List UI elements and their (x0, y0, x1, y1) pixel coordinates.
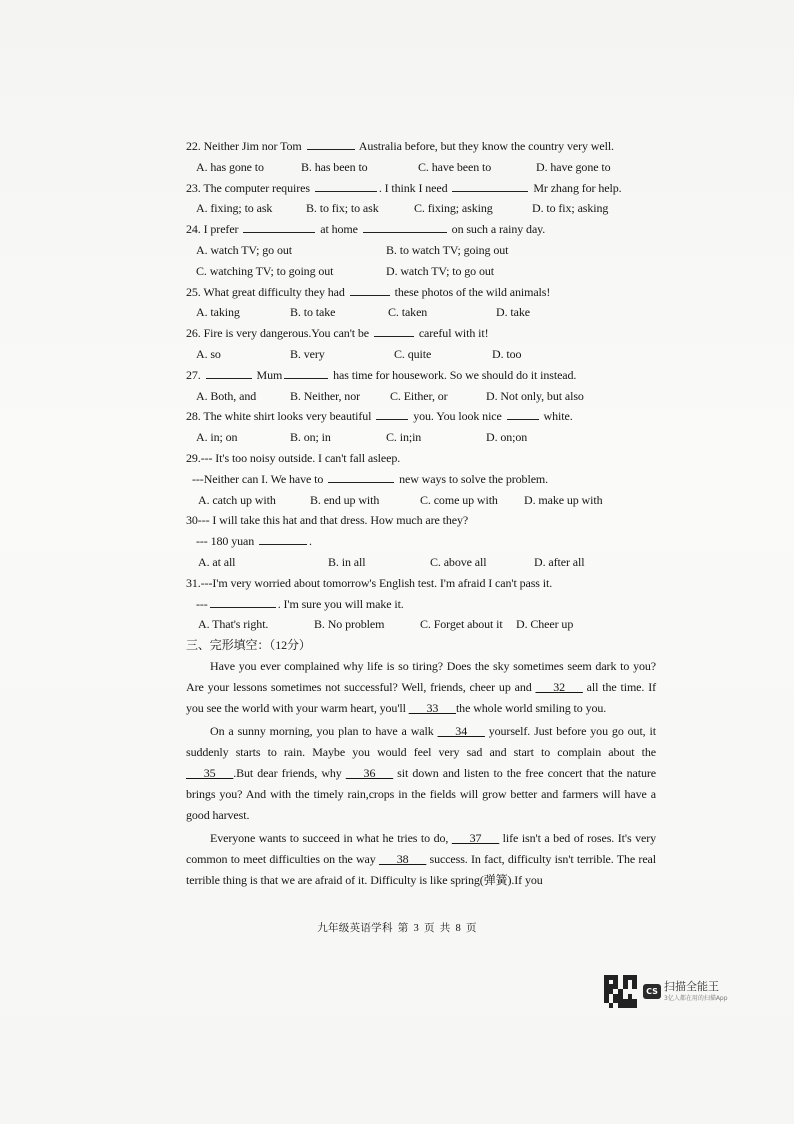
answer-blank (210, 595, 276, 608)
footer-total: 8 (455, 923, 462, 934)
footer-gong: 共 (439, 923, 451, 934)
answer-blank (507, 407, 539, 420)
question-stem (186, 136, 656, 157)
stem-text: Mum (253, 367, 283, 382)
option: D. Not only, but also (486, 388, 584, 403)
option: C. fixing; asking (414, 201, 493, 216)
cloze-blank-number: ___37___ (451, 831, 500, 846)
footer-di: 第 (397, 923, 409, 934)
stem-text: careful with it! (415, 326, 489, 341)
answer-blank (452, 179, 528, 192)
option: C. above all (430, 554, 487, 569)
watermark-subtitle: 3亿人都在用的扫描App (664, 995, 728, 1002)
passage-text: .But dear friends, why (233, 765, 346, 780)
question-stem (186, 219, 656, 240)
stem-text: . I think I need (378, 180, 451, 195)
option: B. on; in (290, 430, 331, 445)
option: D. too (492, 346, 522, 361)
footer-subject: 九年级英语学科 (317, 923, 393, 934)
answer-blank (376, 407, 408, 420)
cloze-blank-number: ___32___ (535, 679, 583, 694)
cloze-blank-number: ___38___ (379, 852, 427, 867)
answer-blank (315, 179, 377, 192)
cloze-blank-number: ___34___ (437, 724, 485, 739)
stem-text: at home (317, 222, 361, 237)
answer-blank (374, 324, 414, 337)
page-footer (0, 920, 794, 935)
passage-text: Have you ever complained why life is so tiring? Does the sky sometimes seem dark to you? Are your lessons sometimes not successful? Well, friends, cheer up and (186, 658, 656, 694)
stem-text: 25. What great difficulty they had (186, 284, 348, 299)
cloze-blank-number: ___33___ (408, 700, 456, 715)
stem-text: --- 180 yuan (196, 534, 258, 549)
options-row (186, 198, 656, 219)
option: A. has gone to (196, 159, 264, 174)
option: D. take (496, 305, 530, 320)
qr-cell (632, 1003, 637, 1008)
options-row (186, 490, 656, 511)
option: A. That's right. (198, 617, 269, 632)
option: B. No problem (314, 617, 385, 632)
option: B. end up with (310, 492, 380, 507)
answer-blank (363, 220, 447, 233)
question-dialogue (186, 531, 656, 552)
option: A. at all (198, 554, 236, 569)
question-stem (186, 282, 656, 303)
footer-ye2: 页 (465, 923, 477, 934)
stem-text: 27. (186, 367, 204, 382)
watermark-title: 扫描全能王 (664, 980, 719, 993)
stem-text: new ways to solve the problem. (396, 471, 549, 486)
passage-text: the whole world smiling to you. (455, 700, 607, 715)
option: A. catch up with (198, 492, 276, 507)
option: C. watching TV; to going out (196, 263, 334, 278)
cloze-blank-number: ___35___ (186, 765, 234, 780)
passage-paragraph (186, 828, 656, 890)
option: C. in;in (386, 430, 422, 445)
options-row (186, 552, 656, 573)
answer-blank (284, 366, 328, 379)
question-stem (186, 178, 656, 199)
question-dialogue (186, 469, 656, 490)
option: A. Both, and (196, 388, 257, 403)
option: D. Cheer up (516, 617, 574, 632)
stem-text: 22. Neither Jim nor Tom (186, 139, 305, 153)
options-row (186, 614, 656, 635)
exam-content (186, 136, 656, 891)
answer-blank (259, 532, 307, 545)
option: D. have gone to (536, 159, 611, 174)
option: B. very (290, 346, 325, 361)
option: A. fixing; to ask (196, 201, 273, 216)
option: A. taking (196, 305, 240, 320)
option: D. on;on (486, 430, 528, 445)
option: A. so (196, 346, 221, 361)
stem-text: on such a rainy day. (448, 222, 546, 237)
stem-text: . I'm sure you will make it. (277, 596, 404, 611)
option: C. Forget about it (420, 617, 503, 632)
option: C. come up with (420, 492, 498, 507)
option: C. quite (394, 346, 432, 361)
passage-text: Everyone wants to succeed in what he tries to do, (210, 831, 452, 846)
passage-paragraph (186, 656, 656, 718)
cloze-blank-number: ___36___ (345, 765, 394, 780)
footer-page: 3 (413, 923, 420, 934)
stem-text: 23. The computer requires (186, 180, 313, 195)
stem-text: white. (540, 409, 573, 424)
stem-text: 28. The white shirt looks very beautiful (186, 409, 375, 424)
option: D. make up with (524, 492, 603, 507)
scanner-watermark (604, 975, 728, 1008)
option: D. to fix; asking (532, 201, 609, 216)
stem-text: 24. I prefer (186, 222, 242, 237)
option: C. Either, or (390, 388, 448, 403)
answer-blank (243, 220, 315, 233)
stem-text: you. You look nice (410, 409, 505, 424)
question-dialogue (186, 594, 656, 615)
answer-blank (206, 366, 252, 379)
answer-blank (350, 283, 390, 296)
options-row (186, 344, 656, 365)
stem-text: these photos of the wild animals! (391, 284, 551, 299)
stem-text: Mr zhang for help. (530, 180, 622, 195)
section-heading: 三、完形填空：（12分） (186, 638, 311, 653)
option: B. to take (290, 305, 336, 320)
options-row (186, 261, 656, 282)
option: B. in all (328, 554, 366, 569)
stem-text: has time for housework. So we should do it instead. (330, 367, 577, 382)
passage-paragraph (186, 721, 656, 825)
options-row (186, 302, 656, 323)
passage-text: sit down and listen to the free concert that the nature brings you? And with the timely rain,crops in the fields will grow better and farmers will have a good harvest. (186, 765, 656, 822)
footer-ye: 页 (423, 923, 435, 934)
question-stem (186, 323, 656, 344)
option: A. watch TV; go out (196, 242, 292, 257)
options-row (186, 240, 656, 261)
question-stem: 29.--- It's too noisy outside. I can't fall asleep. (186, 450, 401, 465)
stem-text: --- (196, 596, 208, 611)
stem-text: 26. Fire is very dangerous.You can't be (186, 326, 372, 341)
passage-text: life isn't a bed of roses. It's very common to meet difficulties on the way (186, 831, 657, 867)
option: B. Neither, nor (290, 388, 361, 403)
question-stem (186, 406, 656, 427)
question-stem (186, 365, 656, 386)
answer-blank (307, 137, 355, 150)
option: B. to fix; to ask (306, 201, 379, 216)
option: A. in; on (196, 430, 238, 445)
passage-text: all the time. If you see the world with your warm heart, you'll (186, 679, 656, 715)
answer-blank (328, 470, 394, 483)
options-row (186, 386, 656, 407)
options-row (186, 427, 656, 448)
question-stem: 30--- I will take this hat and that dress. How much are they? (186, 513, 469, 528)
camscanner-logo-icon: CS (643, 984, 661, 999)
stem-text: Australia before, but they know the country very well. (356, 139, 614, 153)
stem-text: ---Neither can I. We have to (192, 471, 327, 486)
passage-text: success. In fact, difficulty isn't terrible. The real terrible thing is that we are afraid of it. Difficulty is like spring(弹簧).If you (186, 852, 657, 887)
options-row (186, 157, 656, 178)
option: C. have been to (418, 159, 492, 174)
option: D. after all (534, 554, 585, 569)
option: B. has been to (301, 159, 368, 174)
stem-text: . (309, 534, 312, 549)
option: D. watch TV; to go out (386, 263, 495, 278)
passage-text: On a sunny morning, you plan to have a walk (210, 724, 438, 739)
question-stem: 31.---I'm very worried about tomorrow's English test. I'm afraid I can't pass it. (186, 575, 553, 590)
passage-text: yourself. Just before you go out, it suddenly starts to rain. Maybe you would feel very sad and start to complain about the (186, 724, 656, 760)
qr-code-icon (604, 975, 637, 1008)
option: B. to watch TV; going out (386, 242, 509, 257)
option: C. taken (388, 305, 428, 320)
